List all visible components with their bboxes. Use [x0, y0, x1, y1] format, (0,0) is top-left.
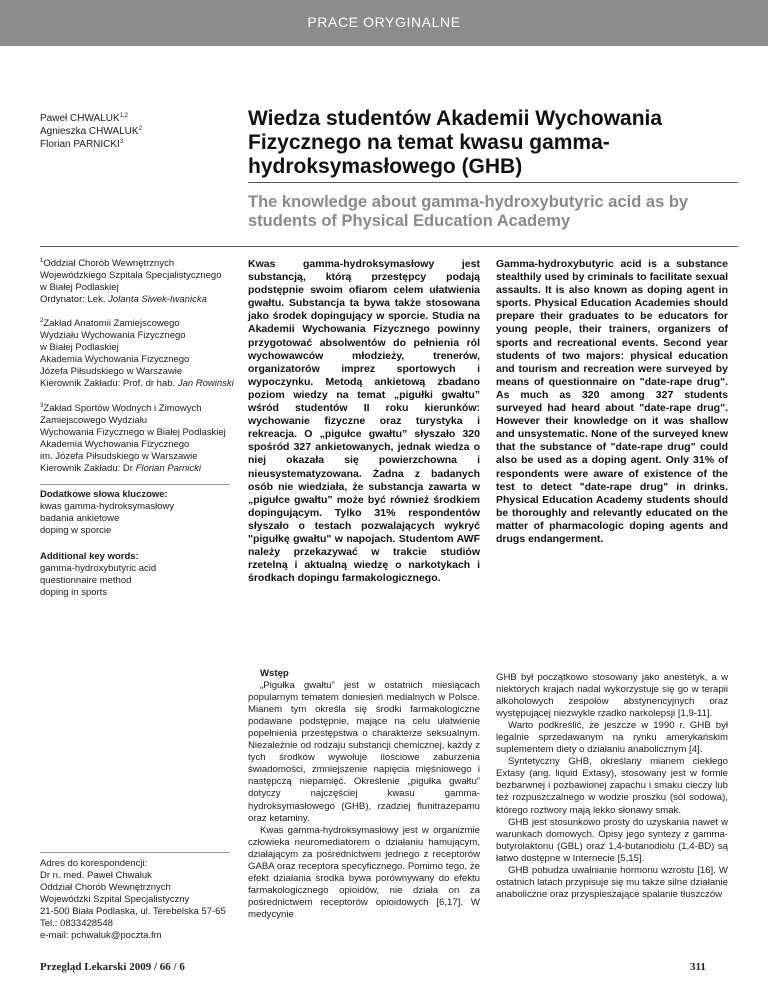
author: Agnieszka CHWALUK$^2$	[40, 126, 142, 137]
title-divider	[248, 182, 738, 183]
section-heading: Wstęp	[260, 668, 289, 679]
paragraph: Syntetyczny GHB, określany mianem ciekłego Extasy (ang. liquid Extasy), stosowany jest w formie bezbarwnej i pozbawionej zapachu i smaku cieczy lub też rozpuszczalnego w wodzie proszku (sól sodowa), którego roztwory mają lekko słonawy smak.	[496, 756, 728, 816]
abstract-en: Gamma-hydroxybutyric acid is a substance stealthily used by criminals to facilitate sexual assaults. It is also known as doping agent in sports. Physical Education Academies should prepare their graduates to be educators for young people, their trainers, organizers of sports and recreational events. Second year students of two majors: physical education and tourism and recreation were surveyed by means of questionnaire on "date-rape drug". As much as 320 among 327 students surveyed had heard about "date-rape drug". However their knowledge on it was shallow and unsystematic. None of the surveyed knew that the substance of "date-rape drug" could also be used as a doping agent. Only 31% of respondents were aware of existence of the test to detect "date-rape drug" in drinks. Physical Education Academy students should be thoroughly and relevantly educated on the matter of pharmacologic doping agents and drugs endangerment.	[496, 258, 728, 545]
keywords-divider	[40, 484, 230, 485]
paragraph: GHB był początkowo stosowany jako anestetyk, a w niektórych krajach nadal wykorzystuje się go w terapii alkoholowych zespołów abstynencyjnych oraz występującej niezwykle rzadko narkolepsji [1,9-11].	[496, 672, 728, 720]
author-list	[40, 112, 142, 151]
paragraph: „Pigułka gwałtu” jest w ostatnich miesiącach popularnym tematem doniesień medialnych w Polsce. Mianem tym określa się środki farmakologiczne podawane podstępnie, mające na celu ułatwienie popełnienia przestępstwa o charakterze seksualnym. Niezależnie od rodzaju substancji chemicznej, każdy z tych środków wywołuje ilościowe zaburzenia świadomości, zmniejszenie napięcia mięśniowego i następczą niepamięć. Określenie „pigułka gwałtu” dotyczy najczęściej kwasu gamma-hydroksymasłowego (GHB), rzadziej flunitrazepamu oraz ketaminy.	[248, 680, 480, 824]
abstract-pl: Kwas gamma-hydroksymasłowy jest substancją, którą przestępcy podają podstępnie swoim ofiarom celem ułatwienia gwałtu. Substancja ta bywa także stosowana jako środek dopingujący w sporcie. Studia na Akademii Wychowania Fizycznego powinny przygotować absolwentów do pełnienia ról wychowawców młodzieży, trenerów, organizatorów imprez sportowych i wypoczynku. Metodą ankietową zbadano poziom wiedzy na temat „pigułki gwałtu” wśród studentów II roku kierunków: wychowanie fizyczne oraz turystyka i rekreacja. O „pigułce gwałtu” słyszało 320 spośród 327 ankietowanych, jednak wiedza o niej okazała się powierzchowna i nieusystematyzowana. Żadna z badanych osób nie wiedziała, że substancja zawarta w „pigułce gwałtu” może być również środkiem dopingującym. Tylko 31% respondentów słyszało o testach pozwalających wykryć "pigułkę gwałtu" w napojach. Studentom AWF należy przekazywać w trakcie studiów rzetelną i aktualną wiedzę o narkotykach i środkach dopingu farmakologicznego.	[248, 258, 480, 585]
article-title: Wiedza studentów Akademii Wychowania Fizycznego na temat kwasu gamma-hydroksymasłowego (GHB)	[248, 107, 663, 178]
body-column-2	[496, 672, 728, 901]
author: Paweł CHWALUK$^{1,2}$	[40, 113, 128, 124]
body-column-1	[248, 668, 480, 921]
correspondence-address: Adres do korespondencji: Dr n. med. Paweł Chwaluk Oddział Chorób Wewnętrznych Wojewódzki Szpital Specjalistyczny 21-500 Biała Podlaska, ul. Terebelska 57-65 Tel.: 0833428548 e-mail: pchwaluk@poczta.fm	[40, 858, 226, 941]
keywords-en: Additional key words: gamma-hydroxybutyric acid questionnaire method doping in sports	[40, 551, 157, 598]
article-subtitle-en: The knowledge about gamma-hydroxybutyric acid as by students of Physical Education Academy	[248, 193, 689, 230]
page-number: 311	[690, 961, 706, 973]
correspondence-divider	[40, 852, 230, 853]
paragraph: Kwas gamma-hydroksymasłowy jest w organizmie człowieka neuromediatorem o działaniu hamującym, działającym za pośrednictwem jednego z receptorów GABA oraz receptora specyficznego. Pomimo tego, że efekt działania środka bywa porównywany do efektu farmakologicznego opioidów, nie działa on za pośrednictwem receptorów opioidowych [6,17]. W medycynie	[248, 824, 480, 920]
paragraph: GHB jest stosunkowo prosty do uzyskania nawet w warunkach domowych. Opisy jego syntezy z gamma-butyrolaktonu (GBL) oraz 1,4-butanodiolu (1,4-BD) są łatwo dostępne w Internecie [5,15].	[496, 816, 728, 864]
author: Florian PARNICKI$^3$	[40, 139, 124, 150]
journal-footer: Przegląd Lekarski 2009 / 66 / 6	[40, 961, 185, 973]
affiliation-2: $^2$Zakład Anatomii Zamiejscowego Wydziału Wychowania Fizycznego w Białej Podlaskiej Akademia Wychowania Fizycznego Józefa Piłsudskiego w Warszawie Kierownik Zakładu: Prof. dr hab. Jan Rowiński	[40, 318, 234, 389]
affiliation-3: $^3$Zakład Sportów Wodnych i Zimowych Zamiejscowego Wydziału Wychowania Fizycznego w Białej Podlaskiej Akademia Wychowania Fizycznego im. Józefa Piłsudskiego w Warszawie Kierownik Zakładu: Dr Florian Parnicki	[40, 403, 226, 474]
keywords-pl: Dodatkowe słowa kluczowe: kwas gamma-hydroksymasłowy badania ankietowe doping w sporcie	[40, 489, 175, 536]
section-banner	[0, 0, 768, 46]
header-divider	[40, 246, 738, 247]
affiliation-1: $^1$Oddział Chorób Wewnętrznych Wojewódzkiego Szpitala Specjalistycznego w Białej Podlaskiej Ordynator: Lek. Jolanta Siwek-Iwanicka	[40, 258, 222, 305]
paragraph: Warto podkreślić, że jeszcze w 1990 r. GHB był legalnie sprzedawanym na rynku amerykańskim suplementem diety o działaniu anabolicznym [4].	[496, 720, 728, 756]
section-banner-label: PRACE ORYGINALNE	[307, 14, 461, 30]
paragraph: GHB pobudza uwalnianie hormonu wzrostu [16]. W ostatnich latach przypisuje się mu także silne działanie anaboliczne oraz przyspieszające spalanie tłuszczów	[496, 864, 728, 900]
